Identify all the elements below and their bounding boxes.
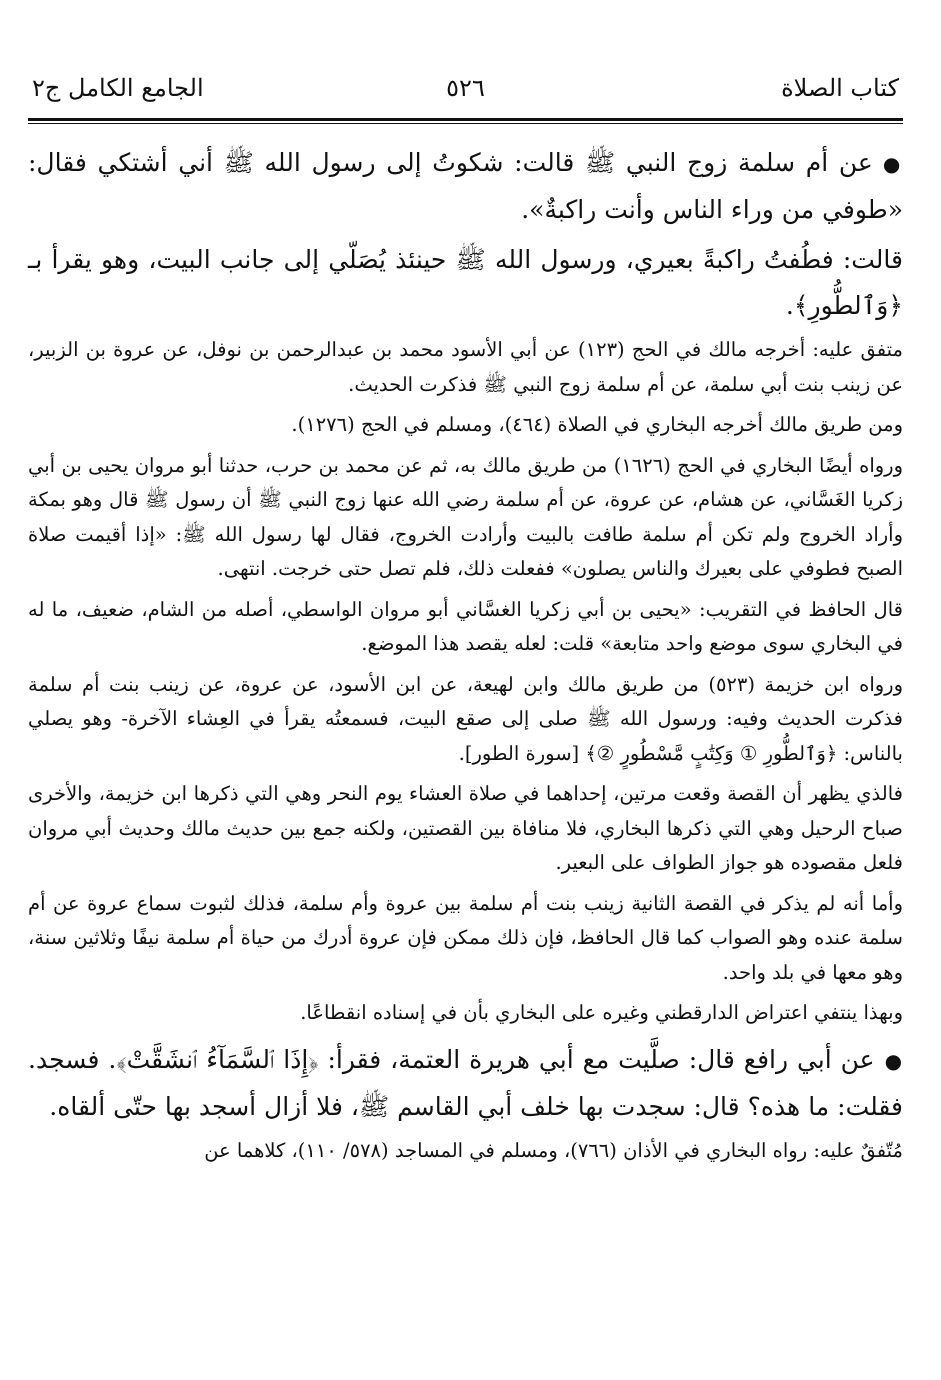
- hadith-paragraph: ●عن أم سلمة زوج النبي ﷺ قالت: شكوتُ إلى رسول الله ﷺ أني أشتكي فقال: «طوفي من وراء الناس وأنت راكبةٌ».: [28, 148, 903, 224]
- page-body: [28, 140, 903, 1174]
- bullet-icon: ●: [884, 1048, 904, 1073]
- bullet-icon: ●: [882, 152, 903, 176]
- header-rule-thin: [28, 123, 903, 124]
- header-rule-thick: [28, 118, 903, 121]
- commentary-paragraph: قال الحافظ في التقريب: «يحيى بن أبي زكريا الغسَّاني أبو مروان الواسطي، أصله من الشام، ضعيف، ما له في البخاري سوى موضع واحد متابعة» قلت: لعله يقصد هذا الموضع.: [28, 597, 903, 655]
- page-number: ٥٢٦: [446, 74, 485, 102]
- hadith-paragraph: ●عن أبي رافع قال: صلَّيت مع أبي هريرة العتمة، فقرأ: ﴿إِذَا ٱلسَّمَآءُ ٱنشَقَّتْ﴾. فسجد. فقلت: ما هذه؟ قال: سجدت بها خلف أبي القاسم ﷺ، فلا أزال أسجد بها حتّى ألقاه.: [28, 1044, 904, 1121]
- commentary-paragraph: ورواه ابن خزيمة (٥٢٣) من طريق مالك وابن لهيعة، عن ابن الأسود، عن عروة، عن زينب بنت أم سلمة فذكرت الحديث وفيه: ورسول الله ﷺ صلى إلى صقع البيت، فسمعتُه يقرأ في العِشاء الآخرة- وهو يصلي بالناس: ﴿وَٱلطُّورِ ① وَكِتَٰبٍ مَّسْطُورٍ ②﴾ [سورة الطور].: [28, 672, 904, 765]
- commentary-paragraph: فالذي يظهر أن القصة وقعت مرتين، إحداهما في صلاة العشاء يوم النحر وهي التي ذكرها ابن خزيمة، والأخرى صباح الرحيل وهي التي ذكرها البخاري، فلا منافاة بين القصتين، ولكنه جمع بين حديث مالك وحديث أبي مروان فلعل مقصوده هو جواز الطواف على البعير.: [28, 782, 903, 874]
- commentary-paragraph: متفق عليه: أخرجه مالك في الحج (١٢٣) عن أبي الأسود محمد بن عبدالرحمن بن نوفل، عن عروة بن الزبير، عن زينب بنت أبي سلمة، عن أم سلمة زوج النبي ﷺ فذكرت الحديث.: [28, 338, 903, 396]
- commentary-paragraph: وبهذا ينتفي اعتراض الدارقطني وغيره على البخاري بأن في إسناده انقطاعًا.: [300, 1001, 903, 1024]
- commentary-paragraph: مُتّفقٌ عليه: رواه البخاري في الأذان (٧٦٦)، ومسلم في المساجد (٥٧٨/ ١١٠)، كلاهما عن: [204, 1138, 903, 1162]
- commentary-paragraph: ومن طريق مالك أخرجه البخاري في الصلاة (٤٦٤)، ومسلم في الحج (١٢٧٦).: [291, 413, 903, 436]
- commentary-paragraph: وأما أنه لم يذكر في القصة الثانية زينب بنت أم سلمة بين عروة وأم سلمة، فذلك لثبوت سماع عروة عن أم سلمة عنده وهو الصواب كما قال الحافظ، فإن ذلك ممكن فإن عروة أدرك من حياة أم سلمة نيفًا وثلاثين سنة، وهو معها في بلد واحد.: [28, 891, 903, 984]
- book-title: الجامع الكامل ج٢: [32, 74, 204, 102]
- section-title: كتاب الصلاة: [781, 74, 899, 102]
- running-header: [28, 70, 903, 110]
- hadith-paragraph: قالت: فطُفتُ راكبةً بعيري، ورسول الله ﷺ حينئذ يُصَلّي إلى جانب البيت، وهو يقرأ بـ ﴿وَٱلطُّورِ﴾.: [28, 245, 903, 320]
- commentary-paragraph: ورواه أيضًا البخاري في الحج (١٦٢٦) من طريق مالك به، ثم عن محمد بن حرب، حدثنا أبو مروان يحيى بن أبي زكريا الغَسَّاني، عن هشام، عن عروة، عن أم سلمة رضي الله عنها زوج النبي ﷺ أن رسول ﷺ قال وهو بمكة وأراد الخروج ولم تكن أم سلمة طافت بالبيت وأرادت الخروج، فقال لها رسول الله ﷺ: «إذا أقيمت صلاة الصبح فطوفي على بعيرك والناس يصلون» ففعلت ذلك، فلم تصل حتى خرجت. انتهى.: [28, 453, 903, 580]
